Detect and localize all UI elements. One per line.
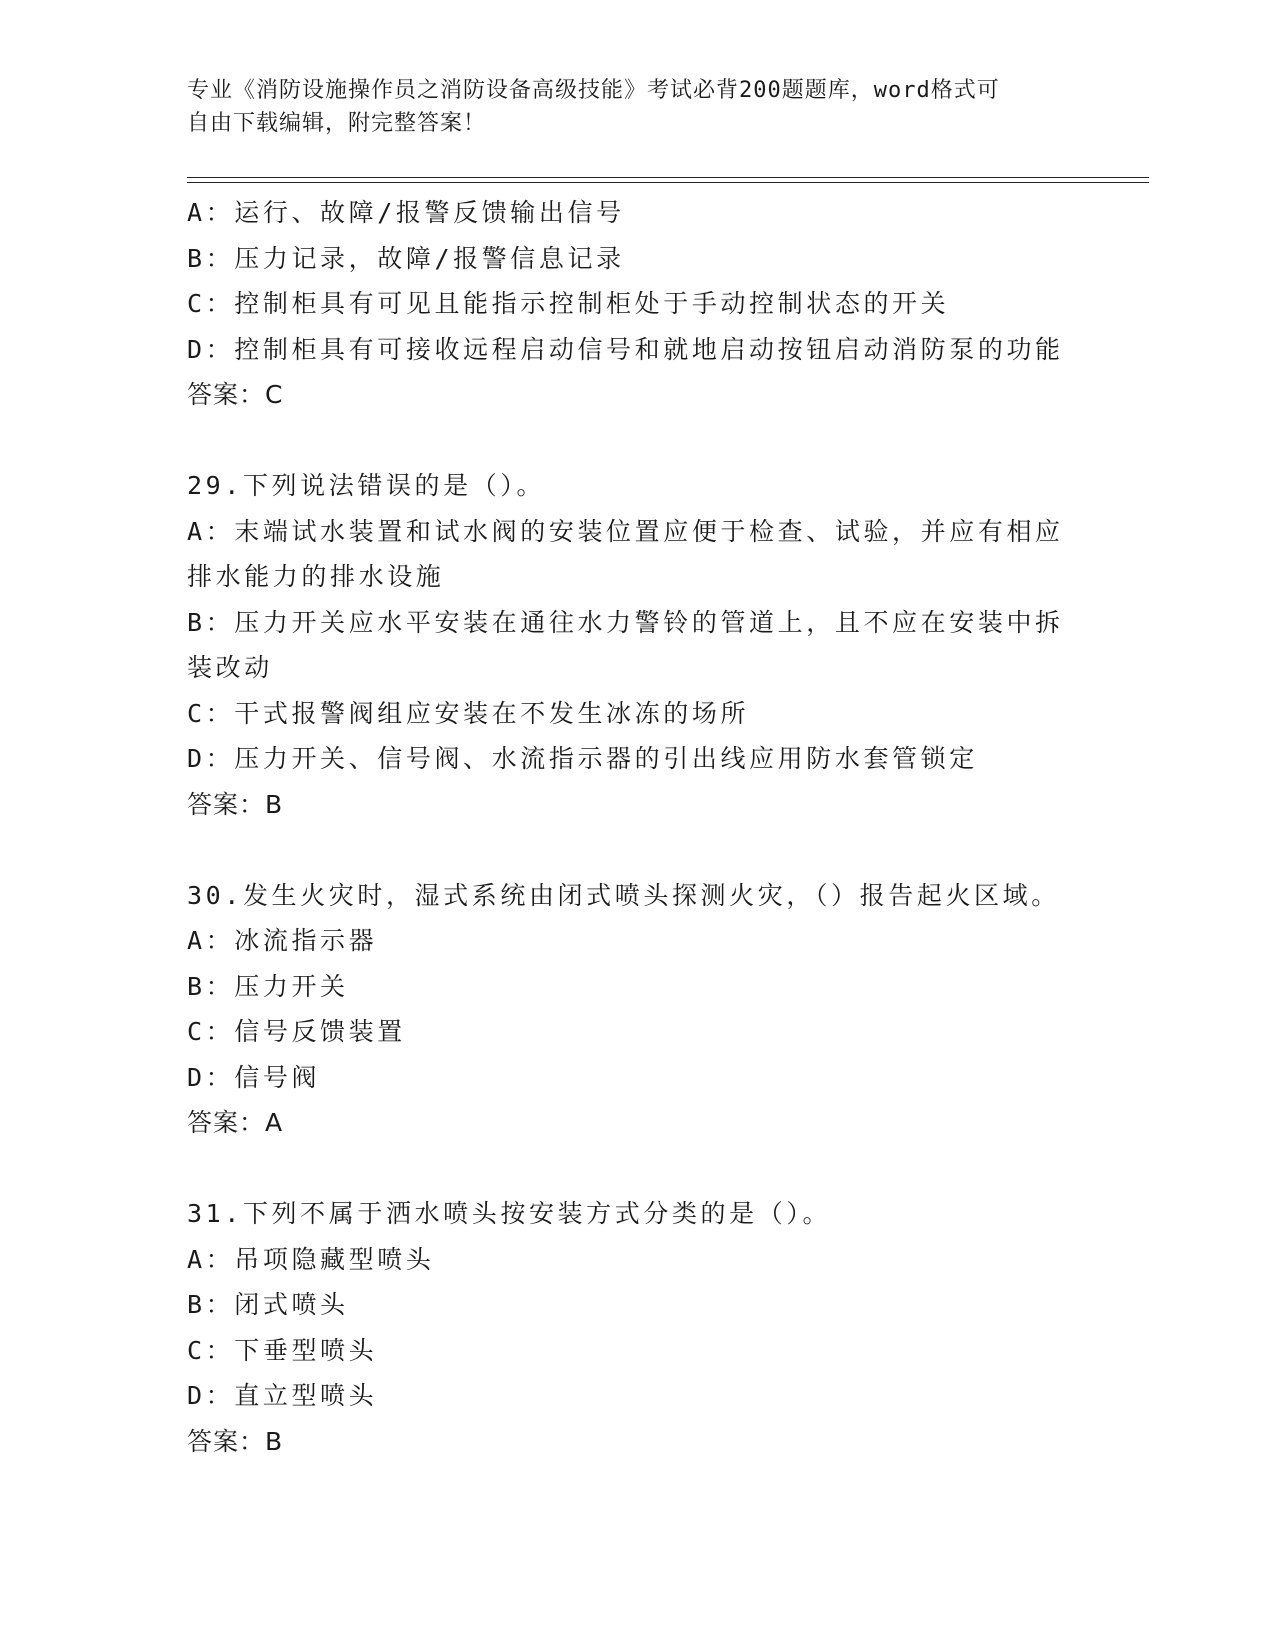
option-b: B：压力记录，故障/报警信息记录 [187,243,625,273]
option-c: C：控制柜具有可见且能指示控制柜处于手动控制状态的开关 [187,289,950,318]
answer: 答案：B [187,789,284,819]
option-c: C：信号反馈装置 [187,1017,406,1046]
option-d: D：直立型喷头 [187,1381,378,1410]
option-a: A：吊项隐藏型喷头 [187,1244,435,1274]
question-text: 30.发生火灾时，湿式系统由闭式喷头探测火灾，（）报告起火区域。 [187,880,1060,910]
option-b: B：压力开关 [187,971,349,1001]
document-header [187,74,1067,140]
question-block-28 [187,190,1087,418]
answer: 答案：A [187,1108,284,1137]
spacer [187,1146,1087,1192]
option-d: D：控制柜具有可接收远程启动信号和就地启动按钮启动消防泵的功能 [187,334,1064,364]
option-b-continued: 装改动 [187,653,273,682]
question-text: 31.下列不属于洒水喷头按安装方式分类的是（）。 [187,1199,832,1228]
option-b: B：闭式喷头 [187,1290,349,1319]
question-list [187,190,1087,1464]
option-a: A：冰流指示器 [187,926,378,955]
option-a: A：末端试水装置和试水阀的安装位置应便于检查、试验，并应有相应 [187,516,1064,546]
option-c: C：下垂型喷头 [187,1335,378,1365]
option-c: C：干式报警阀组应安装在不发生冰冻的场所 [187,698,750,728]
option-d: D：压力开关、信号阀、水流指示器的引出线应用防水套管锁定 [187,744,978,773]
spacer [187,418,1087,464]
header-divider-top [187,177,1149,178]
option-b: B：压力开关应水平安装在通往水力警铃的管道上，且不应在安装中拆 [187,607,1064,637]
header-line-1: 专业《消防设施操作员之消防设备高级技能》考试必背200题题库，word格式可 [187,78,1000,103]
question-block-31 [187,1191,1087,1464]
answer: 答案：C [187,380,284,409]
header-divider-bottom [187,182,1149,183]
spacer [187,827,1087,873]
question-text: 29.下列说法错误的是（）。 [187,471,546,500]
header-line-2: 自由下载编辑，附完整答案！ [187,111,487,136]
option-a-continued: 排水能力的排水设施 [187,562,445,591]
answer: 答案：B [187,1426,284,1456]
question-block-29 [187,463,1087,827]
option-d: D：信号阀 [187,1062,321,1092]
option-a: A：运行、故障/报警反馈输出信号 [187,198,625,227]
question-block-30 [187,873,1087,1146]
